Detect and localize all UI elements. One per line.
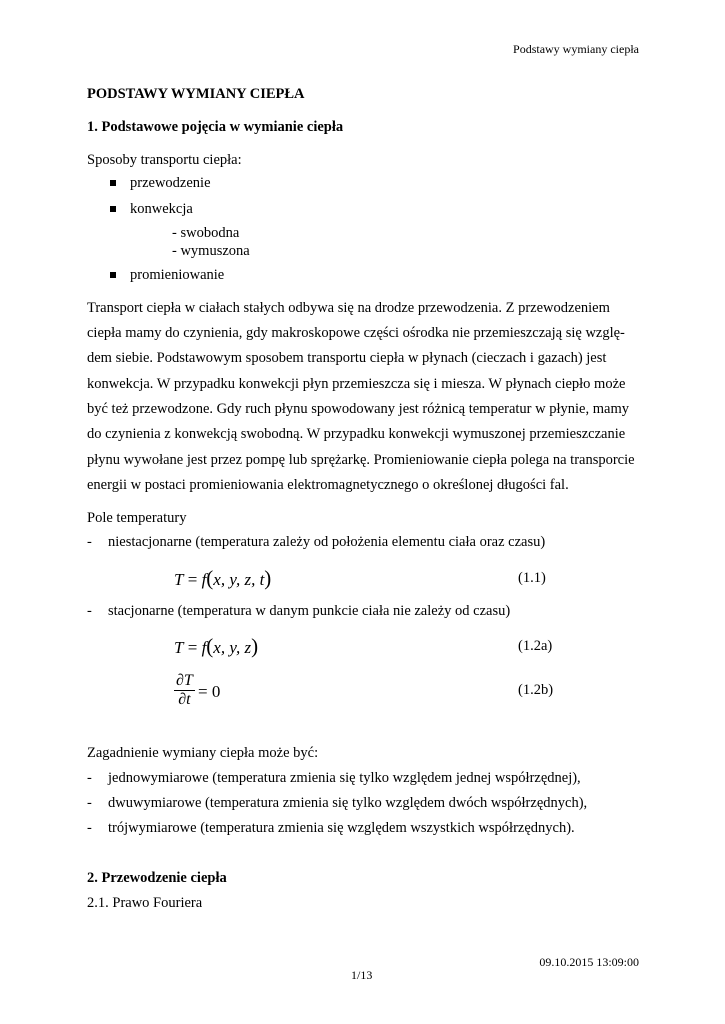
- paragraph-line: Transport ciepła w ciałach stałych odbywa się na drodze przewodzenia. Z przewodzeniem: [87, 300, 610, 316]
- equation-1-2a: T = f(x, y, z): [174, 634, 259, 658]
- dash-marker: -: [87, 820, 92, 836]
- dimensional-intro: Zagadnienie wymiany ciepła może być:: [87, 745, 319, 761]
- dimensional-item: trójwymiarowe (temperatura zmienia się względem wszystkich współrzędnych).: [108, 820, 575, 836]
- dash-marker: -: [87, 770, 92, 786]
- equation-number: (1.2b): [518, 682, 554, 698]
- transport-intro: Sposoby transportu ciepła:: [87, 152, 242, 168]
- page-number: 1/13: [351, 968, 373, 982]
- paragraph-line: konwekcja. W przypadku konwekcji płyn przemieszcza się i miesza. W płynach ciepło może: [87, 376, 626, 392]
- stationary-description: stacjonarne (temperatura w danym punkcie ciała nie zależy od czasu): [108, 603, 511, 619]
- document-title: PODSTAWY WYMIANY CIEPŁA: [87, 86, 305, 102]
- bullet-square-icon: [110, 272, 116, 278]
- dash-marker: -: [87, 534, 92, 550]
- dash-marker: -: [87, 795, 92, 811]
- paragraph-line: energii w postaci promieniowania elektromagnetycznego o określonej długości fal.: [87, 477, 569, 493]
- bullet-item: promieniowanie: [130, 267, 225, 283]
- equation-1-2b-rhs: = 0: [198, 682, 221, 701]
- dimensional-item: dwuwymiarowe (temperatura zmienia się tylko względem dwóch współrzędnych),: [108, 795, 588, 811]
- equation-number: (1.2a): [518, 638, 553, 654]
- paragraph-line: być też przewodzone. Gdy ruch płynu spowodowany jest różnicą temperatur w płynie, mamy: [87, 401, 629, 417]
- paragraph-line: do czynienia z konwekcją swobodną. W przypadku konwekcji wymuszonej przemieszczanie: [87, 426, 626, 442]
- section-1-heading: 1. Podstawowe pojęcia w wymianie ciepła: [87, 119, 344, 135]
- equation-1-2b-fraction: [174, 672, 195, 709]
- running-header: Podstawy wymiany ciepła: [513, 42, 639, 56]
- bullet-item: przewodzenie: [130, 175, 211, 191]
- sub-item: - swobodna: [172, 225, 240, 241]
- bullet-square-icon: [110, 180, 116, 186]
- dash-marker: -: [87, 603, 92, 619]
- footer-datetime: 09.10.2015 13:09:00: [539, 955, 639, 969]
- fraction-numerator: ∂T: [176, 672, 193, 689]
- fraction-denominator: ∂t: [178, 691, 191, 708]
- paragraph-line: dem siebie. Podstawowym sposobem transportu ciepła w płynach (cieczach i gazach) jest: [87, 350, 607, 366]
- paragraph-line: płynu wywołane jest przez pompę lub sprężarkę. Promieniowanie ciepła polega na transporcie: [87, 452, 635, 468]
- bullet-square-icon: [110, 206, 116, 212]
- section-2-1-subheading: 2.1. Prawo Fouriera: [87, 895, 203, 911]
- equation-1-1: T = f(x, y, z, t): [174, 566, 272, 590]
- temperature-field-label: Pole temperatury: [87, 510, 187, 526]
- sub-item: - wymuszona: [172, 243, 250, 259]
- bullet-item: konwekcja: [130, 201, 193, 217]
- paragraph-line: ciepła mamy do czynienia, gdy makroskopowe części ośrodka nie przemieszczają się wzglę-: [87, 325, 625, 341]
- section-2-heading: 2. Przewodzenie ciepła: [87, 870, 227, 886]
- equation-number: (1.1): [518, 570, 546, 586]
- dimensional-item: jednowymiarowe (temperatura zmienia się tylko względem jednej współrzędnej),: [108, 770, 581, 786]
- nonstationary-description: niestacjonarne (temperatura zależy od położenia elementu ciała oraz czasu): [108, 534, 546, 550]
